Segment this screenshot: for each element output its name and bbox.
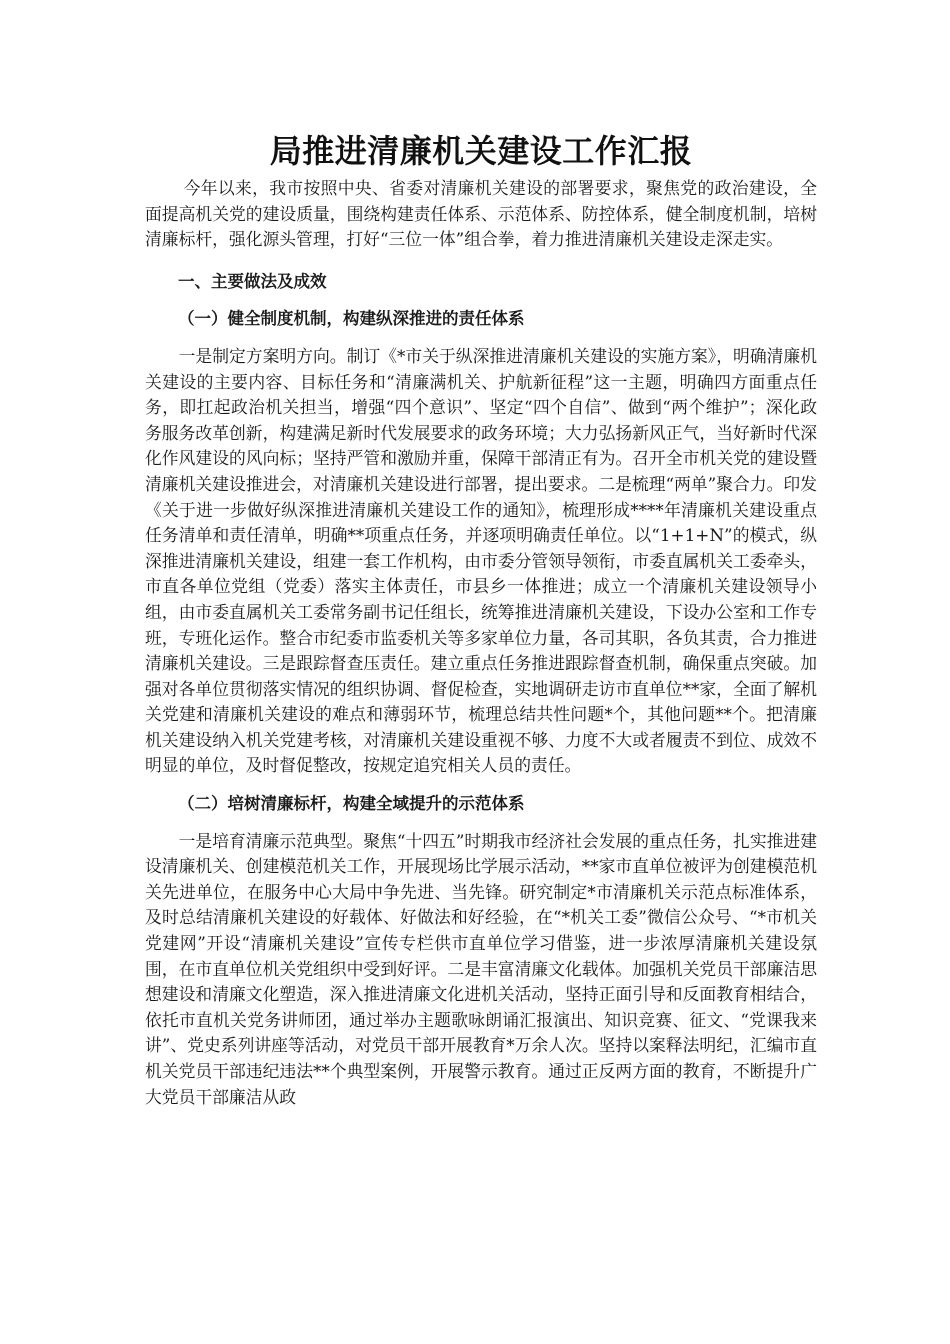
document-title: 局推进清廉机关建设工作汇报 [269,132,693,170]
document-page [145,128,817,1110]
subsection-body-1: 一是制定方案明方向。制订《*市关于纵深推进清廉机关建设的实施方案》，明确清廉机关建设的主要内容、目标任务和“清廉满机关、护航新征程”这一主题，明确四方面重点任务，即扛起政治机关担当，增强“四个意识”、坚定“四个自信”、做到“两个维护”；深化政务服务改革创新，构建满足新时代发展要求的政务环境；大力弘扬新风正气，当好新时代深化作风建设的风向标；坚持严管和激励并重，保障干部清正有为。召开全市机关党的建设暨清廉机关建设推进会，对清廉机关建设进行部署，提出要求。二是梳理“两单”聚合力。印发《关于进一步做好纵深推进清廉机关建设工作的通知》，梳理形成****年清廉机关建设重点任务清单和责任清单，明确**项重点任务，并逐项明确责任单位。以“1+1+N”的模式，纵深推进清廉机关建设，组建一套工作机构，由市委分管领导领衔，市委直属机关工委牵头，市直各单位党组（党委）落实主体责任，市县乡一体推进；成立一个清廉机关建设领导小组，由市委直属机关工委常务副书记任组长，统筹推进清廉机关建设，下设办公室和工作专班，专班化运作。整合市纪委市监委机关等多家单位力量，各司其职，各负其责，合力推进清廉机关建设。三是跟踪督查压责任。建立重点任务推进跟踪督查机制，确保重点突破。加强对各单位贯彻落实情况的组织协调、督促检查，实地调研走访市直单位**家，全面了解机关党建和清廉机关建设的难点和薄弱环节，梳理总结共性问题*个，其他问题**个。把清廉机关建设纳入机关党建考核，对清廉机关建设重视不够、力度不大或者履责不到位、成效不明显的单位，及时督促整改，按规定追究相关人员的责任。 [145,345,817,776]
subsection-heading-2: （二）培树清廉标杆，构建全域提升的示范体系 [178,794,525,814]
subsection-heading-1: （一）健全制度机制，构建纵深推进的责任体系 [178,309,525,329]
section-heading: 一、主要做法及成效 [178,271,327,291]
subsection-body-2: 一是培育清廉示范典型。聚焦“十四五”时期我市经济社会发展的重点任务，扎实推进建设清廉机关、创建模范机关工作，开展现场比学展示活动，**家市直单位被评为创建模范机关先进单位，在服务中心大局中争先进、当先锋。研究制定*市清廉机关示范点标准体系，及时总结清廉机关建设的好载体、好做法和好经验，在“*机关工委”微信公众号、“*市机关党建网”开设“清廉机关建设”宣传专栏供市直单位学习借鉴，进一步浓厚清廉机关建设氛围，在市直单位机关党组织中受到好评。二是丰富清廉文化载体。加强机关党员干部廉洁思想建设和清廉文化塑造，深入推进清廉文化进机关活动，坚持正面引导和反面教育相结合，依托市直机关党务讲师团，通过举办主题歌咏朗诵汇报演出、知识竞赛、征文、“党课我来讲”、党史系列讲座等活动，对党员干部开展教育*万余人次。坚持以案释法明纪，汇编市直机关党员干部违纪违法**个典型案例，开展警示教育。通过正反两方面的教育，不断提升广大党员干部廉洁从政 [145,830,817,1107]
intro-paragraph: 今年以来，我市按照中央、省委对清廉机关建设的部署要求，聚焦党的政治建设，全面提高机关党的建设质量，围绕构建责任体系、示范体系、防控体系，健全制度机制，培树清廉标杆，强化源头管理，打好“三位一体”组合拳，着力推进清廉机关建设走深走实。 [145,178,817,250]
